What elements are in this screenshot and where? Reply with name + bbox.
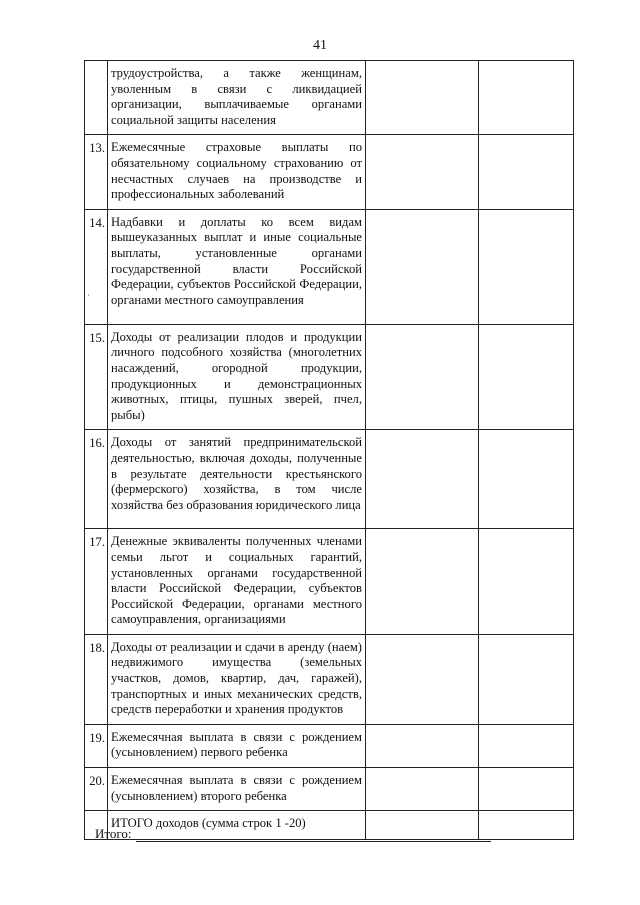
amount-cell[interactable] <box>366 768 479 811</box>
stray-mark: · <box>87 291 90 300</box>
amount-cell[interactable] <box>479 529 574 635</box>
amount-cell[interactable] <box>366 135 479 209</box>
income-table <box>84 60 574 840</box>
amount-cell[interactable] <box>479 209 574 324</box>
row-number: 20. <box>85 768 108 811</box>
amount-cell[interactable] <box>479 634 574 724</box>
row-number: 13. <box>85 135 108 209</box>
table-row <box>85 768 574 811</box>
table-row <box>85 135 574 209</box>
row-number: 15. <box>85 324 108 430</box>
amount-cell[interactable] <box>479 724 574 767</box>
row-number: 19. <box>85 724 108 767</box>
row-description: Доходы от занятий предпринимательской деятельностью, включая доходы, полученные в результате деятельности крестьянского (фермерского) хозяйства, в том числе хозяйства без образования юридического лица <box>108 430 366 529</box>
table-row <box>85 529 574 635</box>
row-number: 16. <box>85 430 108 529</box>
amount-cell[interactable] <box>479 61 574 135</box>
amount-cell[interactable] <box>366 209 479 324</box>
table-row <box>85 61 574 135</box>
row-description: Денежные эквиваленты полученных членами семьи льгот и социальных гарантий, установленных органами государственной власти Российской Федерации, субъектов Российской Федерации, органами местного самоуправления, организациями <box>108 529 366 635</box>
total-signature-line[interactable] <box>136 827 491 842</box>
row-description-total: ИТОГО доходов (сумма строк 1 -20) <box>108 811 366 840</box>
row-description: Ежемесячные страховые выплаты по обязательному социальному страхованию от несчастных случаев на производстве и профессиональных заболеваний <box>108 135 366 209</box>
table-row <box>85 324 574 430</box>
table-row <box>85 209 574 324</box>
row-number: 17. <box>85 529 108 635</box>
amount-cell[interactable] <box>366 634 479 724</box>
amount-cell[interactable] <box>479 768 574 811</box>
amount-cell[interactable] <box>479 324 574 430</box>
amount-cell[interactable] <box>479 135 574 209</box>
row-description: трудоустройства, а также женщинам, уволенным в связи с ликвидацией организации, выплачиваемые органами социальной защиты населения <box>108 61 366 135</box>
amount-cell[interactable] <box>366 324 479 430</box>
total-footer <box>95 826 491 842</box>
row-description: Ежемесячная выплата в связи с рождением (усыновлением) первого ребенка <box>108 724 366 767</box>
row-description: Доходы от реализации и сдачи в аренду (наем) недвижимого имущества (земельных участков, домов, квартир, дач, гаражей), транспортных и иных механических средств, средств переработки и хранения продуктов <box>108 634 366 724</box>
amount-cell[interactable] <box>366 529 479 635</box>
row-description: Ежемесячная выплата в связи с рождением (усыновлением) второго ребенка <box>108 768 366 811</box>
table-row <box>85 724 574 767</box>
amount-cell[interactable] <box>479 811 574 840</box>
row-description: Надбавки и доплаты ко всем видам вышеуказанных выплат и иные социальные выплаты, установленные органами государственной власти Российской Федерации, субъектов Российской Федерации, органами местного самоуправления <box>108 209 366 324</box>
amount-cell[interactable] <box>366 61 479 135</box>
amount-cell[interactable] <box>366 430 479 529</box>
page-number: 41 <box>313 38 327 53</box>
table-row <box>85 430 574 529</box>
table-row <box>85 634 574 724</box>
amount-cell[interactable] <box>366 724 479 767</box>
row-number: 14. <box>85 209 108 324</box>
row-number: 18. <box>85 634 108 724</box>
amount-cell[interactable] <box>479 430 574 529</box>
row-description: Доходы от реализации плодов и продукции личного подсобного хозяйства (многолетних насаждений, огородной продукции, продукционных и демонстрационных животных, птицы, пушных зверей, пчел, рыбы) <box>108 324 366 430</box>
row-number <box>85 61 108 135</box>
total-label: Итого: <box>95 826 132 841</box>
